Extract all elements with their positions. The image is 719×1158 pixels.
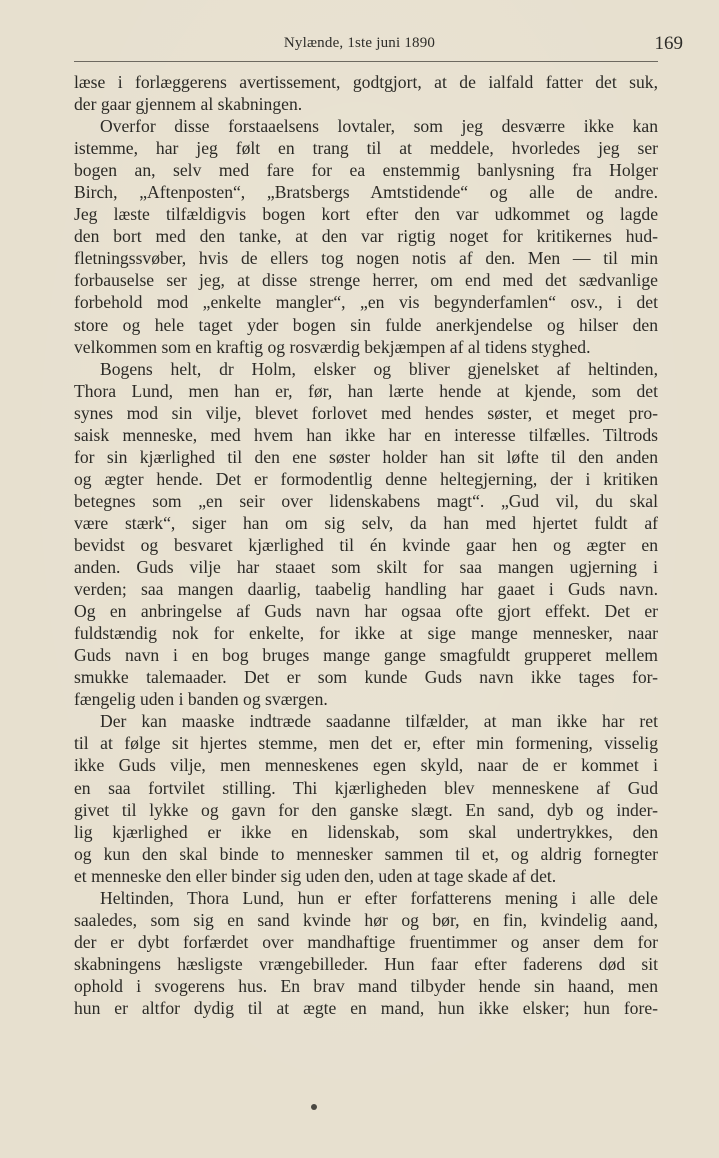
page-number: 169	[654, 33, 683, 54]
text-line: bogen an, selv med fare for ea enstemmig banlysning fra Holger	[74, 160, 658, 181]
text-line: Jeg læste tilfældigvis bogen kort efter den var udkommet og lagde	[74, 204, 658, 225]
text-line: for sin kjærlighed til den ene søster holder han sit løfte til den anden	[74, 446, 658, 467]
text-line: Thora Lund, men han er, før, han lærte hende at kjende, som det	[74, 380, 658, 401]
text-line: til at følge sit hjertes stemme, men det er, efter min formening, visselig	[74, 733, 658, 754]
text-line: Overfor disse forstaaelsens lovtaler, som jeg desværre ikke kan	[100, 116, 658, 137]
text-line: skabningens hæsligste vrængebilleder. Hun faar efter faderens død sit	[74, 953, 658, 974]
text-line: saaledes, som sig en sand kvinde hør og bør, en fin, kvindelig aand,	[74, 909, 658, 930]
bottom-ornament	[311, 1104, 317, 1110]
text-line: og ægter hende. Det er formodentlig denne heltegjerning, der i kritiken	[74, 468, 658, 489]
text-line: og kun den skal binde to mennesker sammen til et, og aldrig fornegter	[74, 843, 658, 864]
text-line: Birch, „Aftenposten“, „Bratsbergs Amtstidende“ og alle de andre.	[74, 182, 658, 203]
text-line: saisk menneske, med hvem han ikke har en interesse tilfælles. Tiltrods	[74, 424, 658, 445]
header-rule	[74, 61, 658, 62]
text-line: der gaar gjennem al skabningen.	[74, 94, 303, 115]
text-line: velkommen som en kraftig og rosværdig bekjæmpen af al tidens styghed.	[74, 336, 591, 357]
text-line: den bort med den tanke, at den var rigtig noget for kritikernes hud-	[74, 226, 658, 247]
text-line: betegnes som „en seir over lidenskabens magt“. „Gud vil, du skal	[74, 490, 658, 511]
text-line: store og hele taget yder bogen sin fulde anerkjendelse og hilser den	[74, 314, 658, 335]
text-line: læse i forlæggerens avertissement, godtgjort, at de ialfald fatter det suk,	[74, 72, 658, 92]
text-line: forbauselse ser jeg, at disse strenge herrer, om end med det sædvanlige	[74, 270, 658, 291]
text-line: fængelig uden i banden og sværgen.	[74, 689, 328, 710]
text-line: der er dybt forfærdet over mandhaftige fruentimmer og anser dem for	[74, 931, 658, 952]
text-line: en saa fortvilet stilling. Thi kjærligheden blev menneskene af Gud	[74, 777, 658, 798]
text-line: ophold i svogerens hus. En brav mand tilbyder hende sin haand, men	[74, 975, 658, 996]
text-line: bevidst og besvaret kjærlighed til én kvinde gaar hen og ægter en	[74, 534, 658, 555]
text-line: hun er altfor dydig til at ægte en mand, hun ikke elsker; hun fore-	[74, 997, 658, 1018]
text-line: være stærk“, siger han om sig selv, da han med hjertet fuldt af	[74, 512, 658, 533]
body-text	[74, 71, 658, 1019]
text-line: Guds navn i en bog bruges mange gange smagfuldt grupperet mellem	[74, 645, 658, 666]
text-line: anden. Guds vilje har staaet som skilt for saa mangen ugjerning i	[74, 557, 658, 578]
text-line: Og en anbringelse af Guds navn har ogsaa ofte gjort effekt. Det er	[74, 601, 658, 622]
text-line: smukke talemaader. Det er som kunde Guds navn ikke tages for-	[74, 667, 658, 688]
text-line: verden; saa mangen daarlig, taabelig handling har gaaet i Guds navn.	[74, 579, 658, 600]
text-line: forbehold mod „enkelte mangler“, „en vis begynderfamlen“ osv., i det	[74, 292, 658, 313]
text-line: fletningssvøber, hvis de ellers tog nogen notis af den. Men — til min	[74, 248, 658, 269]
text-line: synes mod sin vilje, blevet forlovet med hendes søster, et meget pro-	[74, 402, 658, 423]
text-line: et menneske den eller binder sig uden den, uden at tage skade af det.	[74, 865, 557, 886]
text-line: Heltinden, Thora Lund, hun er efter forfatterens mening i alle dele	[100, 887, 658, 908]
running-head	[0, 33, 719, 57]
text-line: istemme, har jeg følt en trang til at meddele, hvorledes jeg ser	[74, 138, 658, 159]
text-line: Der kan maaske indtræde saadanne tilfælder, at man ikke har ret	[100, 711, 658, 732]
text-line: lig kjærlighed er ikke en lidenskab, som skal undertrykkes, den	[74, 821, 658, 842]
running-title: Nylænde, 1ste juni 1890	[283, 35, 436, 51]
text-line: Bogens helt, dr Holm, elsker og bliver gjenelsket af heltinden,	[100, 358, 658, 379]
text-line: ikke Guds vilje, men menneskenes egen skyld, naar de er kommet i	[74, 755, 658, 776]
text-line: givet til lykke og gavn for den ganske slægt. En sand, dyb og inder-	[74, 799, 658, 820]
text-line: fuldstændig nok for enkelte, for ikke at sige mange mennesker, naar	[74, 623, 658, 644]
